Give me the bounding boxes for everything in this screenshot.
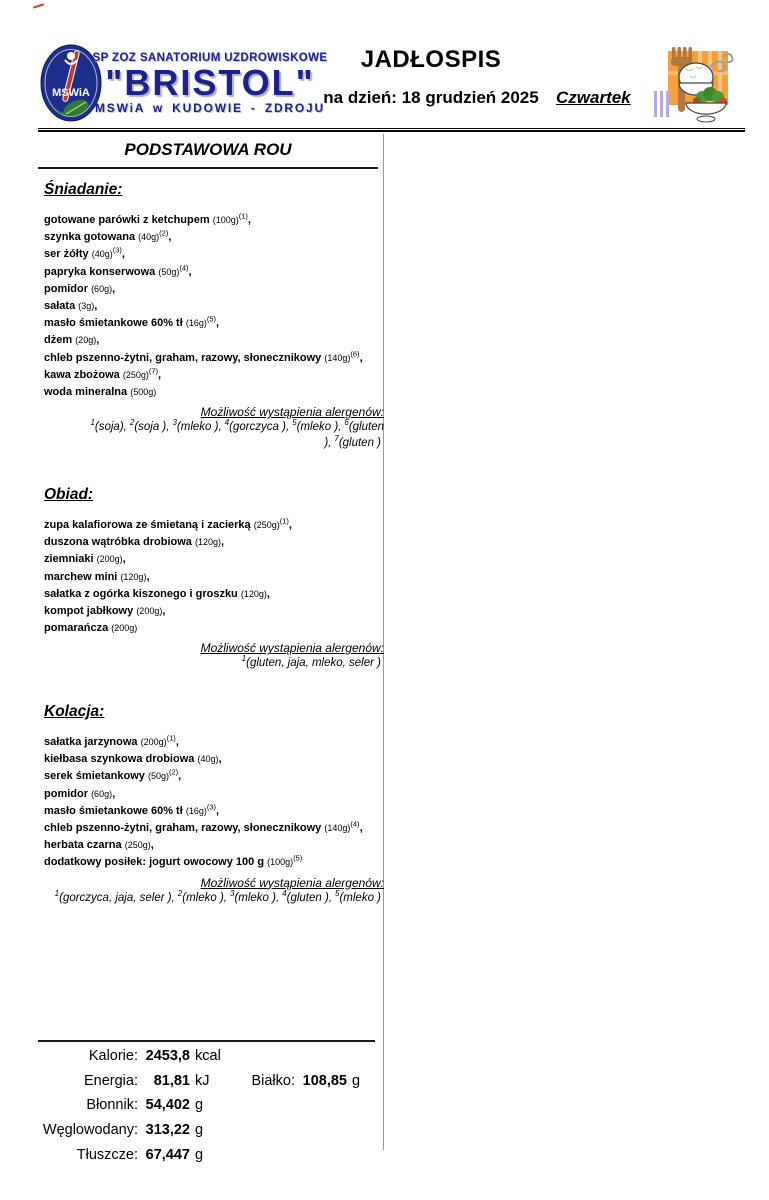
allergen-text: (soja) — [94, 421, 124, 434]
item-allergen-ref: (1) — [166, 733, 176, 743]
allergen-item: $^4$(gluten ), — [282, 888, 333, 904]
menu-item: papryka konserwowa $(50g)^{(4)}$, — [44, 262, 192, 278]
nutrition-row — [38, 1147, 378, 1172]
item-allergen-ref: (4) — [350, 819, 360, 829]
allergen-text: (gorczyca, jaja, seler ) — [59, 891, 172, 904]
item-name: ser żółty — [44, 248, 89, 261]
pen-mark — [33, 3, 44, 8]
weekday-label: Czwartek — [556, 88, 631, 107]
menu-item: sałata (3g), — [44, 300, 98, 313]
item-name: dodatkowy posiłek: jogurt owocowy 100 g — [44, 856, 265, 869]
nutrition-label: Węglowodany: — [42, 1122, 138, 1139]
nutrition-unit: kJ — [195, 1072, 210, 1089]
menu-item: ziemniaki (200g), — [44, 553, 126, 566]
allergen-text: (mleko ) — [182, 891, 224, 904]
item-name: duszona wątróbka drobiowa — [44, 536, 192, 549]
allergen-header: Możliwość wystąpienia alergenów: — [200, 875, 384, 890]
nutrition-value: 108,85 — [302, 1072, 347, 1089]
meal-heading-kolacja: Kolacja: — [44, 703, 105, 720]
item-portion: (40g) — [197, 754, 219, 765]
allergen-text: (mleko ) — [176, 421, 219, 434]
item-name: masło śmietankowe 60% tł — [44, 804, 183, 817]
menu-item — [44, 620, 384, 637]
page-title: JADŁOSPIS — [360, 46, 502, 73]
allergen-item: $^3$(mleko ), — [229, 888, 280, 904]
allergen-item: $^2$(soja ), — [129, 418, 170, 434]
nutrition-row — [38, 1048, 378, 1073]
allergen-item: $^5$(mleko ) — [335, 888, 381, 904]
item-portion: (200g) — [96, 554, 123, 565]
allergen-list — [44, 888, 384, 907]
org-name: "BRISTOL" — [105, 62, 315, 103]
menu-item: sałatka z ogórka kiszonego i groszku (120g), — [44, 587, 270, 600]
nutrition-unit: g — [352, 1072, 361, 1089]
allergen-text: (gluten ) — [324, 421, 384, 449]
allergen-item: $^1$(gluten, jaja, mleko, seler ) — [241, 654, 381, 670]
allergen-list — [44, 420, 384, 451]
allergen-text: (mleko ) — [234, 891, 276, 904]
meal-items — [44, 734, 384, 872]
item-portion: (40g) — [91, 249, 113, 260]
item-portion: (250g) — [124, 840, 151, 851]
menu-item: masło śmietankowe 60% tł $(16g)^{(3)}$, — [44, 802, 220, 817]
item-allergen-ref: (3) — [112, 245, 122, 255]
allergen-header: Możliwość wystąpienia alergenów: — [200, 405, 384, 420]
allergen-text: (mleko ) — [296, 421, 339, 434]
item-portion: (120g) — [120, 571, 147, 582]
item-name: sałata — [44, 300, 76, 313]
meal-section-kolacja — [44, 703, 384, 906]
allergen-list — [44, 656, 384, 672]
item-allergen-ref: (5) — [293, 853, 303, 863]
menu-item: chleb pszenno-żytni, graham, razowy, słonecznikowy $(140g)^{(4)}$, — [44, 819, 363, 835]
allergen-item: $^1$(gorczyca, jaja, seler ), — [54, 888, 175, 904]
item-name: sałatka z ogórka kiszonego i groszku — [44, 587, 238, 600]
allergen-text: (soja ) — [134, 421, 167, 434]
menu-item: ser żółty $(40g)^{(3)}$, — [44, 245, 125, 261]
item-portion: (100g) — [267, 857, 294, 868]
nutrition-row — [38, 1097, 378, 1122]
org-line1: SP ZOZ SANATORIUM UZDROWISKOWE — [92, 52, 328, 64]
item-name: gotowane parówki z ketchupem — [44, 214, 210, 226]
badge-text: MSWiA — [52, 87, 90, 99]
meal-heading-obiad: Obiad: — [44, 486, 94, 503]
menu-item: herbata czarna (250g), — [44, 839, 154, 852]
item-name: szynka gotowana — [44, 231, 136, 244]
item-portion: (200g) — [140, 737, 167, 747]
menu-item: serek śmietankowy $(50g)^{(2)}$, — [44, 767, 182, 783]
item-name: chleb pszenno-żytni, graham, razowy, słonecznikowy — [44, 822, 322, 835]
menu-item: sałatka jarzynowa $(200g)^{(1)}$, — [44, 733, 179, 748]
item-portion: (16g) — [185, 805, 207, 816]
nutrition-value: 2453,8 — [145, 1048, 190, 1064]
allergen-text: (mleko ) — [339, 891, 381, 904]
menu-item: kawa zbożowa $(250g)^{(7)}$, — [44, 366, 162, 381]
nutrition-rows — [38, 1048, 378, 1171]
allergen-text: (gluten, jaja, mleko, seler ) — [246, 657, 381, 670]
menu-item: pomidor (60g), — [44, 787, 116, 800]
nutrition-label: Białko: — [251, 1072, 295, 1089]
item-portion: (120g) — [194, 537, 221, 548]
item-portion: (200g) — [136, 606, 163, 617]
nutrition-row-protein — [235, 1073, 360, 1098]
allergen-item: $^5$(mleko ), — [292, 418, 342, 434]
item-name: zupa kalafiorowa ze śmietaną i zacierką — [44, 519, 251, 531]
meal-heading-sniadanie: Śniadanie: — [44, 181, 123, 198]
nutrition-label: Błonnik: — [86, 1097, 138, 1114]
item-name: chleb pszenno-żytni, graham, razowy, słonecznikowy — [44, 351, 322, 364]
menu-item: marchew mini (120g), — [44, 570, 150, 583]
item-portion: (100g) — [212, 215, 239, 225]
nutrition-value: 81,81 — [153, 1072, 190, 1089]
food-icon — [652, 45, 736, 130]
nutrition-value: 67,447 — [145, 1146, 190, 1163]
item-portion: (40g) — [138, 232, 160, 243]
allergen-block — [44, 404, 384, 451]
allergen-item: $^2$(mleko ), — [177, 888, 227, 904]
header-divider — [38, 128, 745, 132]
nutrition-label: Energia: — [83, 1072, 138, 1089]
allergen-item: $^6$(gluten ), — [324, 418, 384, 449]
item-name: sałatka jarzynowa — [44, 736, 138, 748]
menu-item: szynka gotowana $(40g)^{(2)}$, — [44, 228, 172, 244]
nutrition-unit: kcal — [195, 1048, 221, 1064]
item-name: marchew mini — [44, 570, 118, 583]
item-name: serek śmietankowy — [44, 770, 145, 783]
nutrition-divider — [38, 1040, 375, 1042]
meal-section-sniadanie — [44, 181, 384, 451]
item-portion: (200g) — [111, 623, 138, 634]
meal-items — [44, 517, 384, 637]
allergen-block — [44, 640, 384, 672]
menu-item: kiełbasa szynkowa drobiowa (40g), — [44, 753, 222, 766]
menu-item — [44, 384, 384, 401]
diet-title: PODSTAWOWA ROU — [38, 140, 378, 169]
item-name: dżem — [44, 334, 73, 347]
item-portion: (140g) — [324, 352, 351, 363]
item-name: kiełbasa szynkowa drobiowa — [44, 753, 195, 766]
item-portion: (250g) — [122, 369, 149, 380]
nutrition-label: Kalorie: — [88, 1048, 138, 1064]
meal-items — [44, 212, 384, 401]
nutrition-value: 54,402 — [145, 1097, 190, 1114]
item-allergen-ref: (4) — [179, 262, 189, 272]
item-name: papryka konserwowa — [44, 265, 156, 278]
item-allergen-ref: (2) — [159, 228, 169, 238]
menu-date: na dzień: 18 grudzień 2025 — [323, 88, 539, 107]
menu-item: gotowane parówki z ketchupem $(100g)^{(1)}$, — [44, 211, 251, 226]
item-portion: (60g) — [91, 283, 113, 294]
nutrition-summary — [38, 1048, 378, 1171]
item-allergen-ref: (6) — [350, 348, 360, 358]
allergen-text: (gluten ) — [286, 891, 329, 904]
menu-item: duszona wątróbka drobiowa (120g), — [44, 536, 225, 549]
allergen-text: (gorczyca ) — [229, 421, 286, 434]
org-line3: MSWiA w KUDOWIE - ZDROJU — [95, 101, 325, 115]
item-name: kompot jabłkowy — [44, 605, 134, 618]
allergen-item: $^4$(gorczyca ), — [224, 418, 290, 434]
nutrition-label: Tłuszcze: — [76, 1146, 138, 1163]
item-allergen-ref: (2) — [168, 767, 179, 777]
item-name: pomidor — [44, 787, 88, 800]
allergen-item: $^1$(soja), — [90, 418, 127, 434]
item-portion: (50g) — [158, 266, 180, 277]
menu-item: pomidor (60g), — [44, 282, 116, 295]
item-portion: (20g) — [75, 335, 97, 346]
item-name: kawa zbożowa — [44, 368, 120, 381]
nutrition-unit: g — [195, 1097, 204, 1114]
menu-item: dżem (20g), — [44, 334, 100, 347]
item-portion: (140g) — [324, 823, 351, 834]
item-name: woda mineralna — [44, 386, 128, 399]
allergen-item: $^3$(mleko ), — [172, 418, 222, 434]
item-portion: (16g) — [185, 318, 207, 329]
logo-text-block — [92, 52, 328, 115]
item-allergen-ref: (5) — [206, 314, 217, 324]
nutrition-unit: g — [195, 1122, 204, 1139]
item-portion: (3g) — [78, 301, 95, 312]
item-name: ziemniaki — [44, 553, 94, 566]
item-name: masło śmietankowe 60% tł — [44, 317, 183, 330]
item-portion: (60g) — [91, 788, 113, 799]
nutrition-unit: g — [195, 1146, 204, 1163]
item-allergen-ref: (1) — [279, 516, 289, 526]
item-name: pomidor — [44, 282, 88, 295]
item-portion: (120g) — [240, 588, 267, 599]
nutrition-value: 313,22 — [145, 1122, 190, 1139]
allergen-header: Możliwość wystąpienia alergenów: — [200, 641, 384, 656]
item-portion: (250g) — [253, 520, 280, 530]
meal-section-obiad — [44, 486, 384, 672]
menu-item — [44, 854, 384, 871]
item-allergen-ref: (7) — [148, 366, 159, 376]
menu-item: masło śmietankowe 60% tł $(16g)^{(5)}$, — [44, 314, 220, 330]
allergen-text: (gluten ) — [338, 436, 381, 449]
item-name: pomarańcza — [44, 622, 109, 635]
item-allergen-ref: (1) — [238, 211, 248, 221]
allergen-item: $^7$(gluten ) — [334, 433, 381, 449]
menu-item: kompot jabłkowy (200g), — [44, 605, 166, 618]
item-name: herbata czarna — [44, 839, 122, 852]
menu-item: chleb pszenno-żytni, graham, razowy, słonecznikowy $(140g)^{(6)}$, — [44, 348, 363, 364]
menu-item: zupa kalafiorowa ze śmietaną i zacierką $(250g)^{(1)}$, — [44, 516, 292, 531]
nutrition-row — [38, 1122, 378, 1147]
item-portion: (500g) — [130, 387, 157, 398]
item-allergen-ref: (3) — [206, 802, 217, 812]
allergen-block — [44, 875, 384, 907]
item-portion: (50g) — [147, 771, 169, 782]
